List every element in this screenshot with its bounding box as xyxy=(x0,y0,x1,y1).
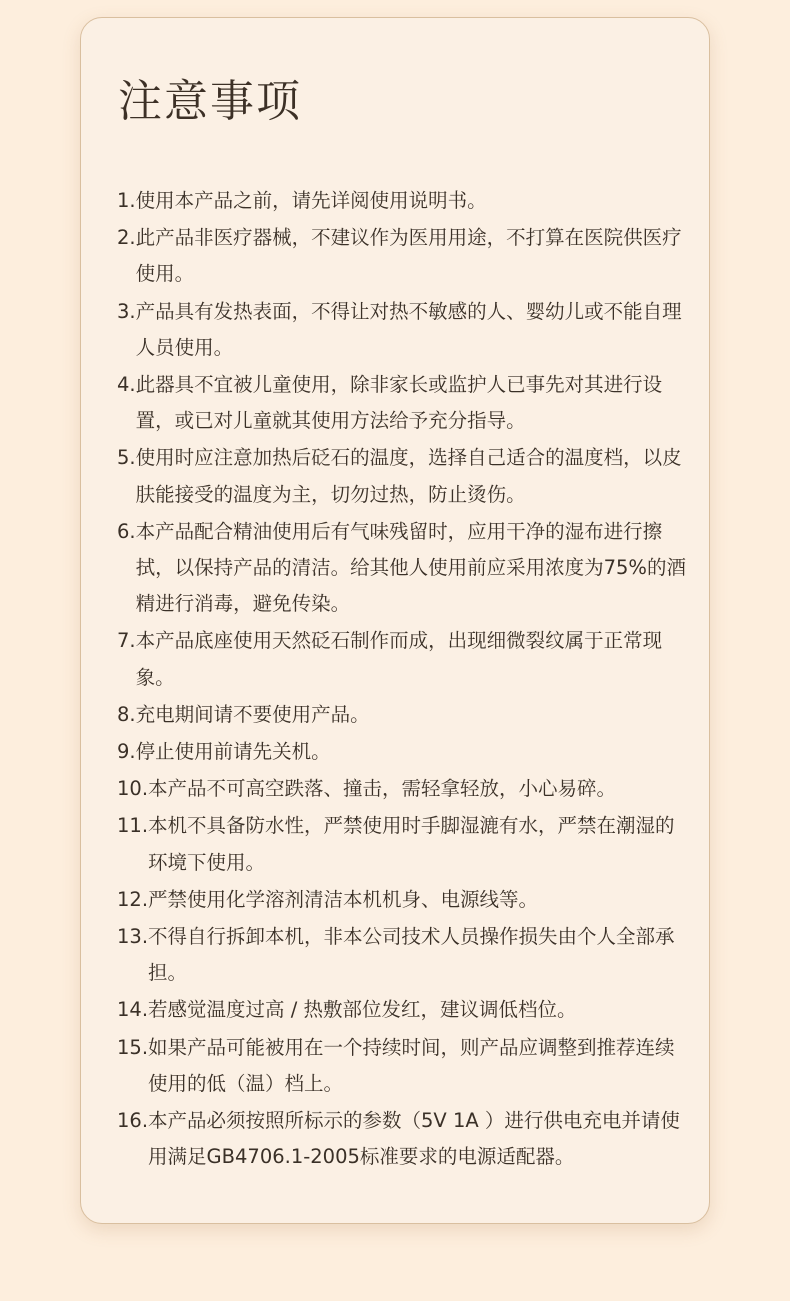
list-item xyxy=(117,220,687,292)
list-item xyxy=(117,514,687,623)
list-item xyxy=(117,882,687,918)
page-title: 注意事项 xyxy=(118,76,302,127)
item-number: 2. xyxy=(117,226,136,250)
list-item xyxy=(117,1103,687,1175)
list-item xyxy=(117,294,687,366)
item-text: 产品具有发热表面，不得让对热不敏感的人、婴幼儿或不能自理人员使用。 xyxy=(135,299,682,359)
item-number: 15. xyxy=(117,1035,149,1059)
list-item xyxy=(117,1030,687,1102)
list-item xyxy=(117,440,687,512)
list-item xyxy=(117,697,687,733)
item-number: 13. xyxy=(117,925,149,949)
list-item xyxy=(117,183,687,219)
item-text: 本产品配合精油使用后有气味残留时，应用干净的湿布进行擦拭，以保持产品的清洁。给其他人使用前应采用浓度为75%的酒精进行消毒，避免传染。 xyxy=(135,519,686,616)
notice-list xyxy=(117,183,687,1176)
list-item xyxy=(117,919,687,991)
item-text: 如果产品可能被用在一个持续时间，则产品应调整到推荐连续使用的低（温）档上。 xyxy=(148,1035,675,1095)
item-number: 6. xyxy=(117,519,136,543)
item-text: 充电期间请不要使用产品。 xyxy=(135,702,370,726)
item-number: 16. xyxy=(117,1109,149,1133)
item-number: 5. xyxy=(117,446,136,470)
list-item xyxy=(117,734,687,770)
list-item xyxy=(117,623,687,695)
list-item xyxy=(117,808,687,880)
item-text: 不得自行拆卸本机，非本公司技术人员操作损失由个人全部承担。 xyxy=(148,925,675,985)
item-text: 本产品底座使用天然砭石制作而成，出现细微裂纹属于正常现象。 xyxy=(135,629,663,689)
item-number: 12. xyxy=(117,887,149,911)
item-number: 4. xyxy=(117,373,136,397)
item-text: 本产品必须按照所标示的参数（5V 1A ）进行供电充电并请使用满足GB4706.1-2005标准要求的电源适配器。 xyxy=(148,1109,680,1169)
item-number: 10. xyxy=(117,777,149,801)
item-text: 停止使用前请先关机。 xyxy=(135,740,331,764)
item-number: 8. xyxy=(117,702,136,726)
list-item xyxy=(117,992,687,1028)
item-text: 使用本产品之前，请先详阅使用说明书。 xyxy=(135,189,487,212)
item-text: 本产品不可高空跌落、撞击，需轻拿轻放，小心易碎。 xyxy=(148,777,617,801)
item-text: 严禁使用化学溶剂清洁本机机身、电源线等。 xyxy=(148,887,539,911)
item-number: 9. xyxy=(117,740,136,764)
item-text: 若感觉温度过高 / 热敷部位发红，建议调低档位。 xyxy=(148,998,577,1022)
item-text: 使用时应注意加热后砭石的温度，选择自己适合的温度档，以皮肤能接受的温度为主，切勿过热，防止烫伤。 xyxy=(135,446,682,506)
item-text: 此产品非医疗器械，不建议作为医用用途，不打算在医院供医疗使用。 xyxy=(135,226,682,286)
list-item xyxy=(117,367,687,439)
item-text: 此器具不宜被儿童使用，除非家长或监护人已事先对其进行设置，或已对儿童就其使用方法给予充分指导。 xyxy=(135,373,663,433)
list-item xyxy=(117,771,687,807)
item-number: 11. xyxy=(117,814,149,838)
item-number: 1. xyxy=(117,189,136,212)
item-number: 14. xyxy=(117,998,149,1022)
item-number: 7. xyxy=(117,629,136,653)
notice-card xyxy=(80,17,710,1224)
item-text: 本机不具备防水性，严禁使用时手脚湿漉有水，严禁在潮湿的环境下使用。 xyxy=(148,814,675,874)
item-number: 3. xyxy=(117,299,136,323)
